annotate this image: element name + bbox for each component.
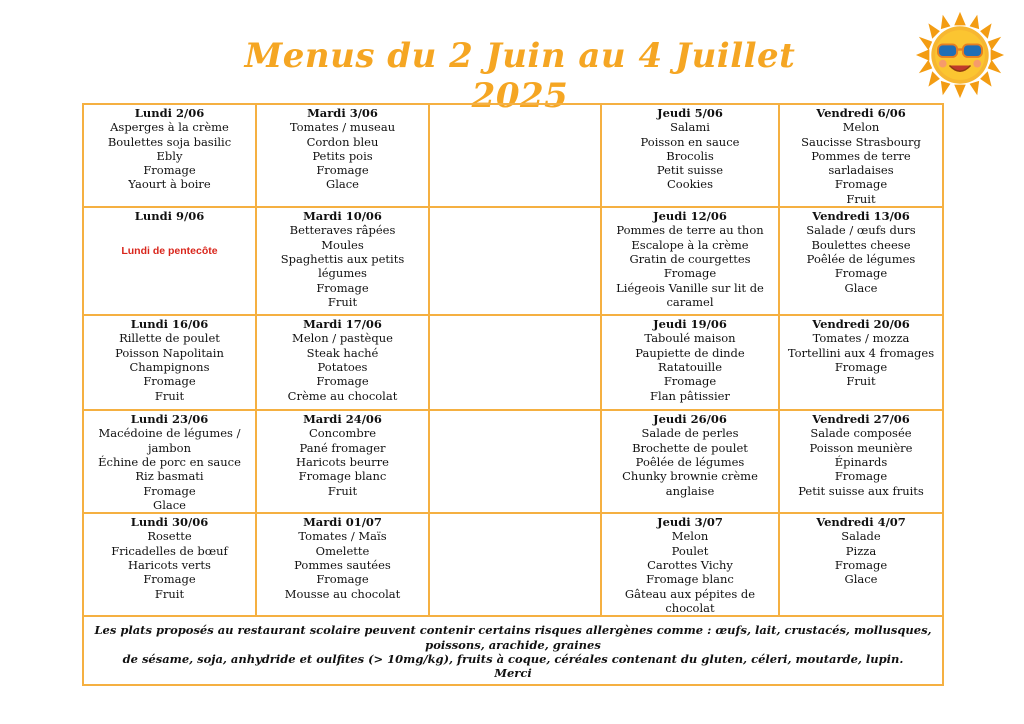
day-heading: Jeudi 5/06	[657, 106, 723, 120]
day-cell-lundi	[83, 315, 256, 410]
day-heading: Lundi 9/06	[134, 209, 205, 224]
menu-item: Poisson Napolitain	[115, 345, 224, 360]
menu-item: Betteraves râpées	[289, 223, 396, 238]
menu-item: Petit suisse	[656, 163, 724, 178]
menu-item: Fromage	[834, 266, 888, 281]
menu-item: Steak haché	[306, 345, 379, 360]
day-cell-mardi	[256, 207, 429, 315]
empty-mercredi-cell	[429, 315, 601, 410]
menu-item: Tortellini aux 4 fromages	[787, 345, 935, 360]
empty-mercredi-cell	[429, 207, 601, 315]
empty-mercredi-cell	[429, 104, 601, 207]
menu-item: Boulettes cheese	[811, 237, 911, 252]
day-cell-vendredi	[779, 104, 943, 207]
week-row	[83, 315, 943, 410]
day-heading: Vendredi 6/06	[816, 106, 906, 120]
menu-item: Boulettes soja basilic	[107, 134, 232, 149]
menu-item: Carottes Vichy	[647, 558, 733, 573]
menu-item: Mousse au chocolat	[284, 586, 401, 601]
menu-item: Fromage blanc	[298, 469, 387, 484]
menu-item: Fruit	[846, 374, 876, 389]
day-heading: Mardi 3/06	[307, 106, 378, 120]
menu-item: Échine de porc en sauce	[98, 454, 241, 469]
week-row	[83, 410, 943, 513]
menu-item: Fruit	[154, 586, 185, 601]
menu-item: Fromage	[663, 266, 717, 281]
day-cell-lundi	[83, 207, 256, 315]
menu-item: Potatoes	[317, 359, 368, 374]
menu-item: Fruit	[154, 388, 185, 403]
menu-item: Brocolis	[666, 148, 714, 163]
menu-item: Poisson meunière	[809, 440, 913, 455]
menu-item: Flan pâtissier	[650, 388, 730, 403]
menu-item: Fromage	[316, 163, 369, 178]
menu-item: Petits pois	[312, 148, 373, 163]
menu-item: Fruit	[327, 294, 358, 309]
allergen-notice-line-2: de sésame, soja, anhydride et oulfites (> 10mg/kg), fruits à coque, céréales contenant du gluten, céleri, moutarde, lupin.	[122, 651, 904, 666]
menu-table	[82, 103, 944, 686]
day-heading: Jeudi 3/07	[657, 515, 723, 530]
day-cell-lundi	[83, 104, 256, 207]
menu-item: Fromage	[834, 177, 888, 192]
day-heading: Lundi 16/06	[130, 317, 209, 332]
menu-item: Fromage	[316, 280, 369, 295]
menu-item: Taboulé maison	[644, 331, 736, 346]
day-cell-jeudi	[601, 207, 779, 315]
empty-mercredi-cell	[429, 513, 601, 616]
menu-item: Melon	[842, 120, 880, 135]
menu-item: Gratin de courgettes	[629, 251, 751, 266]
menu-item: Moules	[321, 237, 364, 252]
menu-item: Pommes sautées	[294, 558, 391, 573]
menu-item: Spaghettis aux petits légumes	[280, 251, 405, 281]
day-heading: Lundi 30/06	[130, 515, 209, 530]
menu-item: Rillette de poulet	[119, 331, 220, 346]
day-cell-jeudi	[601, 513, 779, 616]
menu-item: Melon / pastèque	[292, 331, 393, 346]
day-cell-lundi	[83, 410, 256, 513]
menu-item: Fromage	[663, 374, 717, 389]
menu-item: Glace	[153, 497, 186, 512]
day-cell-vendredi	[779, 315, 943, 410]
menu-item: Gâteau aux pépites de chocolat	[624, 586, 756, 615]
menu-item: Fromage	[834, 558, 888, 573]
menu-item: Fromage	[143, 483, 196, 498]
menu-item: Concombre	[308, 426, 377, 441]
day-cell-jeudi	[601, 410, 779, 513]
day-heading: Lundi 2/06	[134, 106, 205, 120]
menu-item: Salade / œufs durs	[806, 223, 916, 238]
day-heading: Jeudi 19/06	[653, 317, 727, 332]
menu-item: Haricots beurre	[296, 454, 389, 469]
menu-item: Glace	[326, 177, 359, 192]
day-heading: Vendredi 4/07	[816, 515, 906, 530]
day-cell-jeudi	[601, 315, 779, 410]
menu-item: Cookies	[667, 177, 713, 192]
menu-item: Poêlée de légumes	[806, 251, 916, 266]
menu-item: Melon	[671, 529, 709, 544]
menu-item: Salami	[670, 120, 710, 135]
menu-item: Fromage	[143, 572, 196, 587]
week-row	[83, 104, 943, 207]
menu-item: Fromage	[316, 572, 369, 587]
day-cell-mardi	[256, 410, 429, 513]
menu-item: Yaourt à boire	[128, 177, 211, 192]
menu-item: Poisson en sauce	[640, 134, 740, 149]
menu-item: Petit suisse aux fruits	[798, 483, 924, 498]
menu-item: Fromage	[316, 374, 369, 389]
page-title: Menus du 2 Juin au 4 Juillet 2025	[244, 36, 796, 116]
menu-item: Glace	[844, 280, 878, 295]
menu-item: Glace	[844, 572, 878, 587]
day-cell-vendredi	[779, 513, 943, 616]
menu-item: Crème au chocolat	[287, 388, 398, 403]
menu-item: jambon	[147, 440, 192, 455]
day-heading: Mardi 10/06	[303, 209, 382, 224]
menu-item: Rosette	[147, 529, 192, 544]
menu-item: Ratatouille	[657, 359, 723, 374]
day-heading: Vendredi 20/06	[812, 317, 910, 332]
week-row	[83, 513, 943, 616]
menu-item: Tomates / mozza	[812, 331, 910, 346]
menu-item: Fromage	[143, 163, 196, 178]
menu-item: Haricots verts	[128, 558, 211, 573]
menu-item: Fruit	[327, 483, 358, 498]
menu-item: Saucisse Strasbourg	[801, 134, 921, 149]
menu-item: Tomates / museau	[289, 120, 396, 135]
menu-item: Pommes de terre au thon	[616, 223, 764, 238]
allergen-notice-line-1: Les plats proposés au restaurant scolaire peuvent contenir certains risques allergènes comme : œufs, lait, crustacés, mollusques, poissons, arachide, graines	[94, 623, 932, 652]
menu-item: Ebly	[156, 148, 183, 163]
day-heading: Jeudi 12/06	[653, 209, 727, 224]
menu-item: Brochette de poulet	[632, 440, 748, 455]
menu-item: Poêlée de légumes	[635, 454, 745, 469]
menu-item: Salade	[841, 529, 881, 544]
menu-item: Chunky brownie crème anglaise	[622, 469, 758, 498]
menu-item: Asperges à la crème	[110, 120, 229, 135]
week-row	[83, 207, 943, 315]
day-cell-lundi	[83, 513, 256, 616]
day-heading: Lundi 23/06	[130, 412, 209, 427]
menu-item: Fromage	[143, 374, 196, 389]
menu-item: Macédoine de légumes /	[98, 426, 241, 441]
day-cell-mardi	[256, 104, 429, 207]
menu-item: Tomates / Maïs	[298, 529, 387, 544]
menu-item: Riz basmati	[135, 469, 204, 484]
day-cell-mardi	[256, 513, 429, 616]
holiday-note: Lundi de pentecôte	[121, 245, 218, 258]
menu-item: Liégeois Vanille sur lit de	[616, 280, 764, 295]
day-heading: Mardi 17/06	[303, 317, 382, 332]
menu-item: Poulet	[671, 543, 709, 558]
day-heading: Mardi 01/07	[303, 515, 382, 530]
menu-item: Champignons	[129, 359, 210, 374]
menu-item: Paupiette de dinde	[635, 345, 745, 360]
menu-item: caramel	[666, 294, 714, 309]
menu-item: Pommes de terre sarladaises	[811, 148, 911, 178]
allergen-notice	[83, 616, 943, 685]
menu-item: Fricadelles de bœuf	[111, 543, 228, 558]
day-cell-mardi	[256, 315, 429, 410]
menu-item: Pizza	[845, 543, 877, 558]
day-heading: Vendredi 27/06	[812, 412, 910, 427]
menu-item: Fromage	[834, 359, 888, 374]
menu-item: Escalope à la crème	[631, 237, 749, 252]
day-cell-vendredi	[779, 207, 943, 315]
menu-item: Fruit	[846, 191, 876, 206]
day-cell-jeudi	[601, 104, 779, 207]
menu-item: Fromage blanc	[646, 572, 734, 587]
day-heading: Vendredi 13/06	[812, 209, 910, 224]
day-cell-vendredi	[779, 410, 943, 513]
day-heading: Mardi 24/06	[303, 412, 382, 427]
menu-item: Salade composée	[810, 426, 912, 441]
menu-item: Pané fromager	[299, 440, 386, 455]
menu-item: Omelette	[315, 543, 370, 558]
menu-item: Salade de perles	[641, 426, 739, 441]
menu-item: Cordon bleu	[306, 134, 379, 149]
allergen-notice-thanks: Merci	[494, 666, 532, 681]
menu-item: Fromage	[834, 469, 888, 484]
menu-item: Épinards	[834, 454, 888, 469]
empty-mercredi-cell	[429, 410, 601, 513]
sun-with-sunglasses-icon	[912, 10, 1008, 100]
day-heading: Jeudi 26/06	[653, 412, 727, 427]
